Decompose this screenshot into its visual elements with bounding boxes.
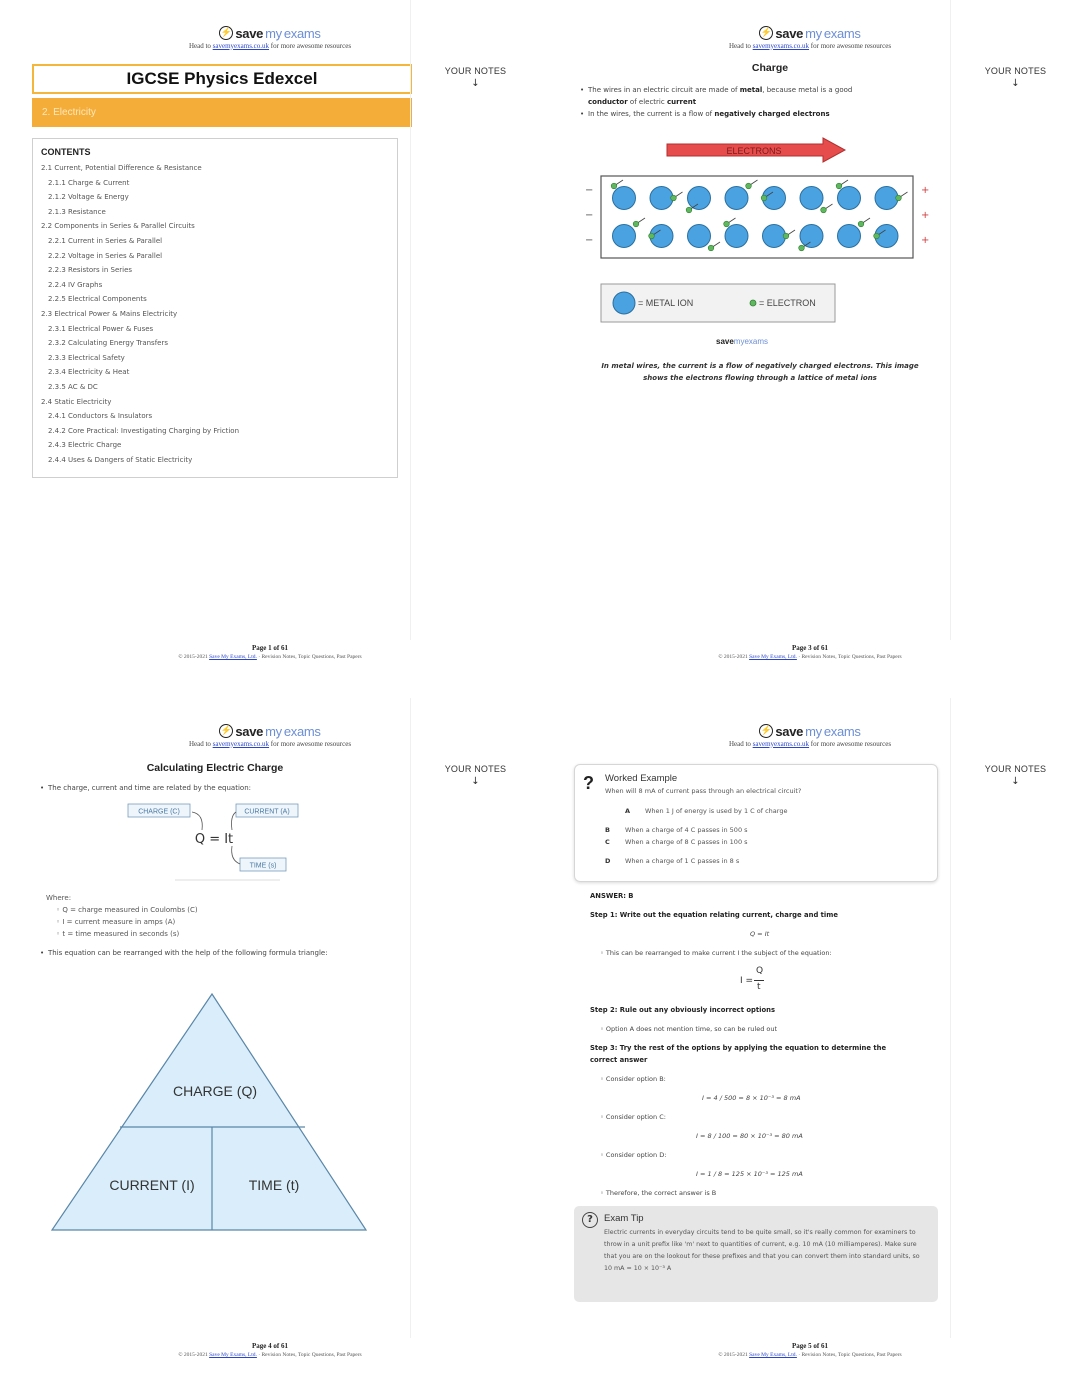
your-notes-label: YOUR NOTES	[444, 764, 507, 774]
arrow-label: ELECTRONS	[726, 146, 782, 156]
pointer-arrow	[232, 812, 237, 830]
bullet-list	[40, 782, 410, 794]
electron	[611, 183, 617, 189]
toc-item[interactable]: 2.1 Current, Potential Difference & Resistance	[41, 164, 202, 172]
electron	[783, 233, 789, 239]
metal-ion	[613, 187, 636, 210]
electron	[724, 221, 730, 227]
toc-item[interactable]: 2.1.1 Charge & Current	[48, 178, 130, 187]
charge-label: CHARGE (C)	[138, 808, 180, 816]
key-ion-symbol	[613, 292, 635, 314]
page-title: Charge	[751, 62, 789, 74]
logo: ⚡ save my exams	[760, 723, 861, 739]
answer-option: B When a charge of 4 C passes in 500 s	[605, 826, 748, 834]
logo: ⚡ save my exams	[220, 723, 321, 739]
bolt-icon: ⚡	[759, 26, 773, 40]
equation-text: Q = It	[194, 832, 234, 847]
question-mark-icon: ?	[583, 773, 594, 793]
positive-sign: +	[921, 185, 930, 196]
company-link[interactable]: Save My Exams, Ltd.	[749, 654, 797, 660]
equation-diagram	[120, 800, 310, 886]
bullet-item: • In the wires, the current is a flow of negatively charged electrons	[580, 108, 950, 120]
toc-item[interactable]: 2.2.4 IV Graphs	[48, 280, 103, 289]
metal-ion	[688, 187, 711, 210]
toc-item[interactable]: 2.3.1 Electrical Power & Fuses	[48, 324, 154, 333]
metal-ion	[838, 187, 861, 210]
toc-item[interactable]: 2.1.3 Resistance	[48, 207, 106, 216]
company-link[interactable]: Save My Exams, Ltd.	[749, 1352, 797, 1358]
electron	[686, 207, 692, 213]
answer-option: D When a charge of 1 C passes in 8 s	[605, 857, 740, 865]
logo: ⚡ save my exams	[220, 25, 321, 41]
electron	[671, 195, 677, 201]
electron	[799, 245, 805, 251]
site-link[interactable]: savemyexams.co.uk	[212, 739, 270, 748]
pointer-arrow	[192, 812, 202, 830]
exam-tip-text: Electric currents in everyday circuits tend to be quite small, so it's really common for examiners to throw in a unit prefix like 'm' next to quantities of current, e.g. 10 mA (10 milliamperes). Make sure that you are on the lookout for these prefixes and that you can convert them into standard units, so 10 mA = 10 × 10⁻³ A	[604, 1229, 920, 1272]
key-ion-label: = METAL ION	[638, 298, 694, 308]
toc-item[interactable]: 2.4.3 Electric Charge	[48, 441, 122, 450]
where-list: Where: ◦ Q = charge measured in Coulombs (C) ◦ I = current measure in amps (A) ◦ t = time measured in seconds (s)	[38, 892, 198, 940]
your-notes-label: YOUR NOTES	[984, 66, 1047, 76]
triangle-time-label: TIME (t)	[248, 1177, 300, 1193]
page-number: Page 5 of 61	[792, 1342, 828, 1350]
metal-ion	[613, 225, 636, 248]
electron	[821, 207, 827, 213]
metal-ion	[875, 187, 898, 210]
page-title: Calculating Electric Charge	[146, 762, 284, 774]
logo: savemyexams	[716, 337, 769, 346]
document-page-4	[0, 698, 540, 1396]
metal-ion	[800, 225, 823, 248]
metal-ion	[725, 187, 748, 210]
toc-item[interactable]: 2.4 Static Electricity	[41, 397, 112, 406]
header-tagline: Head to savemyexams.co.uk for more awesome resources	[728, 739, 892, 748]
triangle-current-label: CURRENT (I)	[109, 1177, 195, 1193]
header-tagline: Head to savemyexams.co.uk for more awesome resources	[728, 41, 892, 50]
answer-option: A When 1 J of energy is used by 1 C of charge	[625, 807, 788, 815]
page-footer	[640, 644, 980, 660]
arrow-down-icon: ↓	[471, 776, 480, 787]
negative-sign: −	[585, 210, 594, 221]
pointer-arrow	[232, 846, 240, 864]
site-link[interactable]: savemyexams.co.uk	[752, 739, 810, 748]
answer-line: ANSWER: B	[590, 892, 634, 900]
worked-example-question: When will 8 mA of current pass through an electrical circuit?	[605, 787, 802, 795]
your-notes-label: YOUR NOTES	[984, 764, 1047, 774]
fraction-equation: I = Q t	[740, 966, 764, 992]
electron-flow-diagram	[580, 136, 940, 326]
key-electron-label: = ELECTRON	[759, 298, 816, 308]
step-note: ◦ Option A does not mention time, so can be ruled out	[600, 1025, 777, 1033]
step-heading: Step 1: Write out the equation relating current, charge and time	[590, 911, 838, 919]
electron	[896, 195, 902, 201]
toc-item[interactable]: 2.1.2 Voltage & Energy	[48, 193, 129, 202]
answer-option: C When a charge of 8 C passes in 100 s	[605, 838, 748, 846]
metal-ion	[838, 225, 861, 248]
exam-tip-box	[574, 1206, 938, 1302]
metal-ion	[725, 225, 748, 248]
calculation: I = 4 / 500 = 8 × 10⁻³ = 8 mA	[702, 1094, 801, 1102]
time-label: TIME (s)	[249, 862, 277, 870]
company-link[interactable]: Save My Exams, Ltd.	[209, 1352, 257, 1358]
document-page-1	[0, 0, 540, 698]
key-electron-symbol	[750, 300, 756, 306]
page-number: Page 4 of 61	[252, 1342, 288, 1350]
metal-ion	[650, 187, 673, 210]
your-notes-column	[950, 698, 1080, 1338]
your-notes-column	[410, 698, 540, 1338]
exam-tip-title: Exam Tip	[604, 1213, 644, 1224]
positive-sign: +	[921, 210, 930, 221]
step-heading: Step 3: Try the rest of the options by applying the equation to determine the	[590, 1044, 887, 1052]
figure-caption: In metal wires, the current is a flow of negatively charged electrons. This image shows the electrons flowing through a lattice of metal ions	[601, 362, 919, 382]
worked-example-title: Worked Example	[605, 773, 678, 784]
negative-sign: −	[585, 235, 594, 246]
copyright: © 2015-2021 Save My Exams, Ltd. · Revision Notes, Topic Questions, Past Papers	[178, 1352, 362, 1358]
step-note: ◦ Consider option B:	[600, 1075, 666, 1083]
toc-item[interactable]: 2.2.1 Current in Series & Parallel	[48, 236, 163, 245]
toc-item[interactable]: 2.3.2 Calculating Energy Transfers	[48, 339, 168, 348]
toc-item[interactable]: 2.2 Components in Series & Parallel Circuits	[41, 222, 195, 231]
copyright: © 2015-2021 Save My Exams, Ltd. · Revision Notes, Topic Questions, Past Papers	[718, 1352, 902, 1358]
toc-item[interactable]: 2.3 Electrical Power & Mains Electricity	[41, 309, 178, 318]
your-notes-column	[410, 0, 540, 640]
negative-sign: −	[585, 185, 594, 196]
metal-ion	[763, 225, 786, 248]
toc-item[interactable]: 2.2.3 Resistors in Series	[48, 266, 133, 275]
bolt-icon: ⚡	[759, 724, 773, 738]
toc-item[interactable]: 2.2.2 Voltage in Series & Parallel	[48, 251, 163, 260]
step-note: ◦ Consider option C:	[600, 1113, 666, 1121]
electron	[874, 233, 880, 239]
triangle-charge-label: CHARGE (Q)	[173, 1083, 257, 1099]
step-heading: correct answer	[590, 1056, 648, 1064]
electron	[761, 195, 767, 201]
bullet-list	[580, 84, 950, 120]
metal-ion	[688, 225, 711, 248]
logo: ⚡ save my exams	[760, 25, 861, 41]
electron	[649, 233, 655, 239]
section-banner: 2. Electricity	[32, 98, 412, 127]
company-link[interactable]: Save My Exams, Ltd.	[209, 654, 257, 660]
copyright: © 2015-2021 Save My Exams, Ltd. · Revision Notes, Topic Questions, Past Papers	[178, 654, 362, 660]
your-notes-label: YOUR NOTES	[444, 66, 507, 76]
page-number: Page 3 of 61	[792, 644, 828, 652]
positive-sign: +	[921, 235, 930, 246]
toc-item[interactable]: 2.4.1 Conductors & Insulators	[48, 412, 153, 421]
page-header	[680, 718, 940, 748]
electron	[708, 245, 714, 251]
electron	[633, 221, 639, 227]
bullet-item: • The charge, current and time are related by the equation:	[40, 782, 410, 794]
toc-item[interactable]: 2.3.3 Electrical Safety	[48, 353, 125, 362]
document-page-3	[540, 0, 1080, 698]
header-tagline: Head to savemyexams.co.uk for more awesome resources	[188, 41, 352, 50]
copyright: © 2015-2021 Save My Exams, Ltd. · Revision Notes, Topic Questions, Past Papers	[718, 654, 902, 660]
lightbulb-icon: ?	[582, 1212, 598, 1228]
header-tagline: Head to savemyexams.co.uk for more awesome resources	[188, 739, 352, 748]
page-footer	[100, 1342, 440, 1358]
contents-heading: CONTENTS	[41, 147, 91, 157]
metal-ion	[800, 187, 823, 210]
bolt-icon: ⚡	[219, 26, 233, 40]
page-header	[140, 20, 400, 50]
bullet-item: • This equation can be rearranged with the help of the following formula triangle:	[40, 947, 410, 959]
page-footer	[640, 1342, 980, 1358]
step-heading: Step 2: Rule out any obviously incorrect options	[590, 1006, 775, 1014]
bullet-list	[40, 947, 410, 959]
toc-item[interactable]: 2.3.4 Electricity & Heat	[48, 368, 130, 377]
arrow-down-icon: ↓	[1011, 776, 1020, 787]
bolt-icon: ⚡	[219, 724, 233, 738]
page-header	[140, 718, 400, 748]
document-title: IGCSE Physics Edexcel	[32, 64, 412, 94]
step-note: ◦ Therefore, the correct answer is B	[600, 1189, 716, 1197]
metal-lattice	[601, 176, 913, 258]
current-label: CURRENT (A)	[244, 808, 290, 816]
equation: Q = It	[750, 930, 770, 938]
electron	[836, 183, 842, 189]
page-header	[680, 20, 940, 50]
formula-triangle	[50, 990, 370, 1240]
arrow-down-icon: ↓	[471, 78, 480, 89]
bullet-item: • The wires in an electric circuit are made of metal, because metal is a good conductor of electric current	[580, 84, 950, 108]
toc-item[interactable]: 2.4.4 Uses & Dangers of Static Electricity	[48, 455, 193, 464]
toc-item[interactable]: 2.4.2 Core Practical: Investigating Charging by Friction	[48, 426, 240, 435]
step-note: ◦ This can be rearranged to make current I the subject of the equation:	[600, 949, 832, 957]
toc-item[interactable]: 2.2.5 Electrical Components	[48, 295, 147, 304]
electron	[858, 221, 864, 227]
table-of-contents	[32, 138, 398, 478]
calculation: I = 1 / 8 = 125 × 10⁻³ = 125 mA	[696, 1170, 803, 1178]
site-link[interactable]: savemyexams.co.uk	[212, 41, 270, 50]
page-number: Page 1 of 61	[252, 644, 288, 652]
arrow-down-icon: ↓	[1011, 78, 1020, 89]
step-note: ◦ Consider option D:	[600, 1151, 666, 1159]
toc-item[interactable]: 2.3.5 AC & DC	[48, 382, 98, 391]
worked-example-box	[574, 764, 938, 882]
electron	[746, 183, 752, 189]
your-notes-column	[950, 0, 1080, 640]
page-footer	[100, 644, 440, 660]
calculation: I = 8 / 100 = 80 × 10⁻³ = 80 mA	[696, 1132, 803, 1140]
document-page-5	[540, 698, 1080, 1396]
site-link[interactable]: savemyexams.co.uk	[752, 41, 810, 50]
